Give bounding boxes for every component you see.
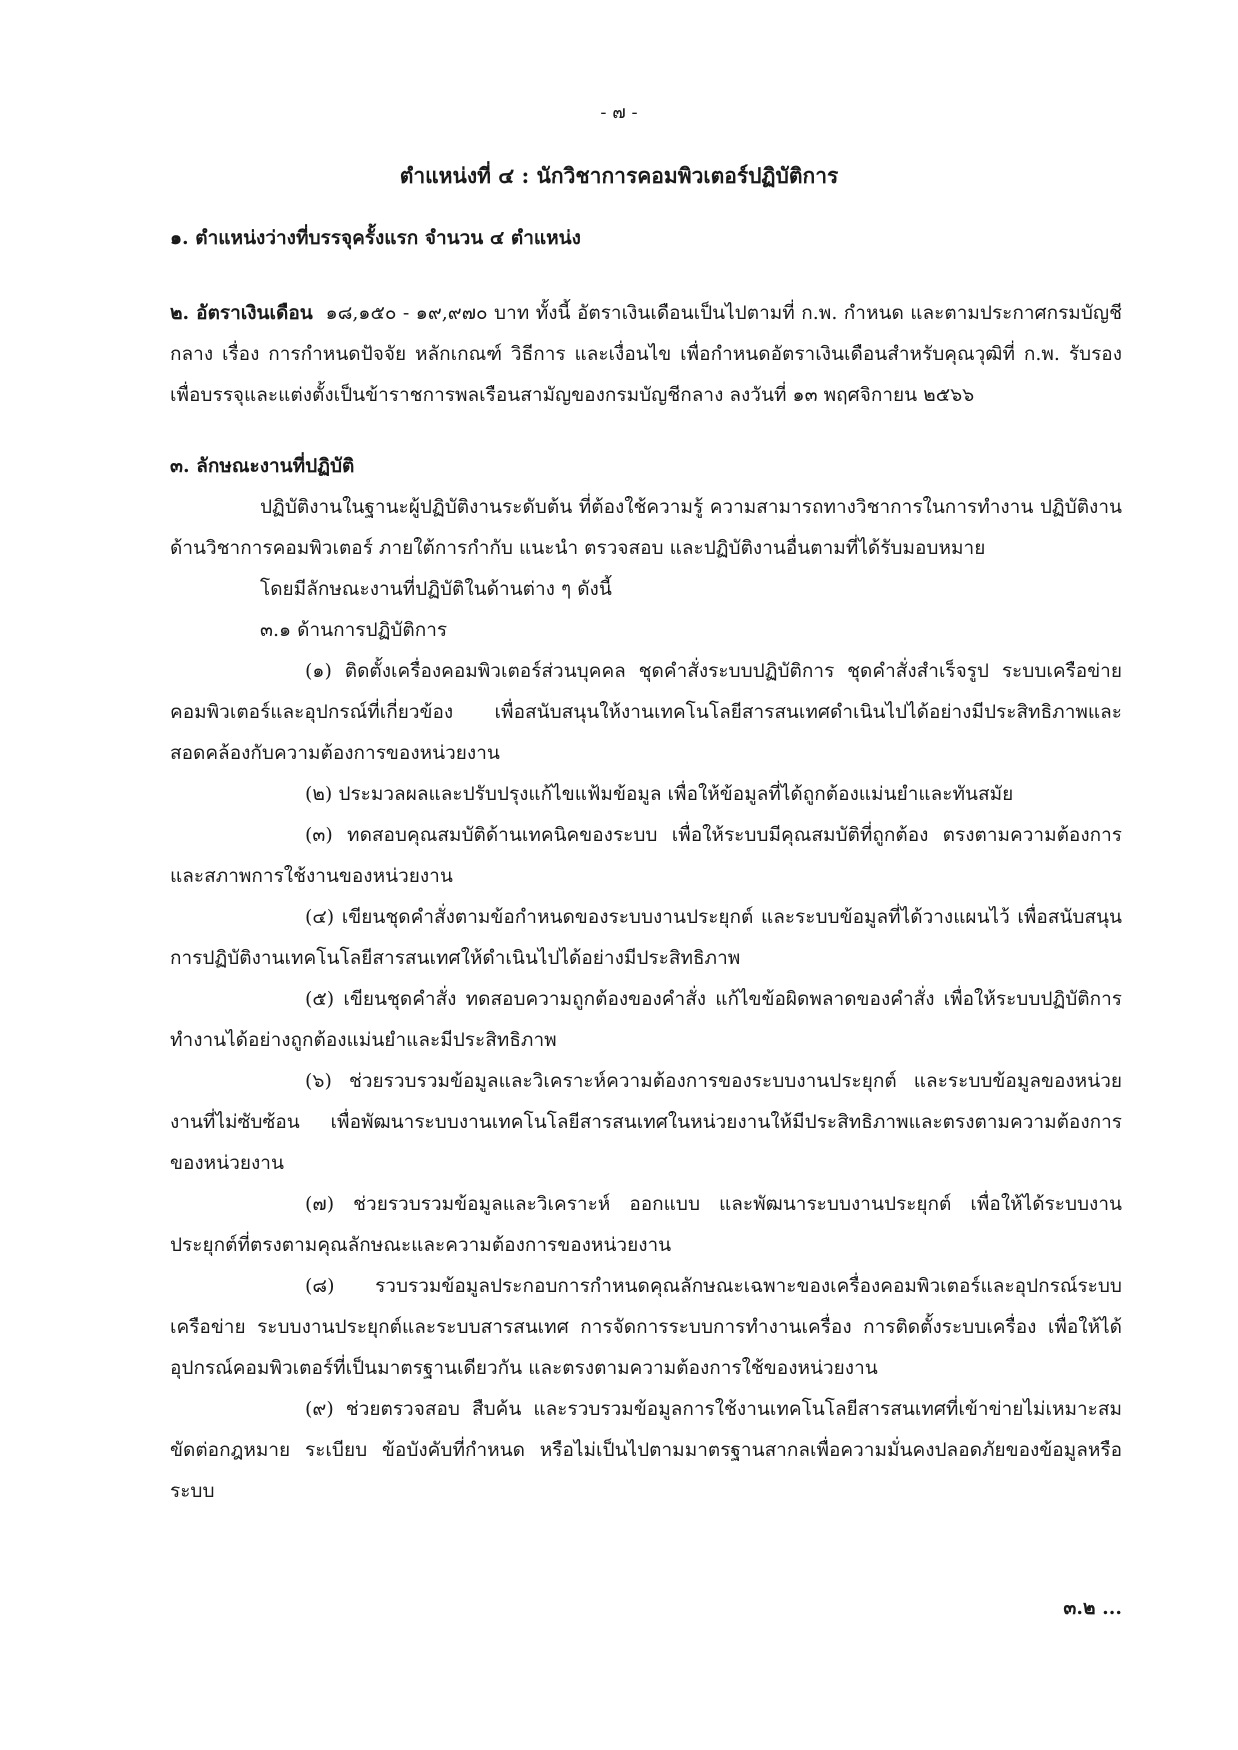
document-body (170, 218, 1122, 1512)
duty-item-4: (๔) เขียนชุดคำสั่งตามข้อกำหนดของระบบงานประยุกต์ และระบบข้อมูลที่ได้วางแผนไว้ เพื่อสนับสนุนการปฏิบัติงานเทคโนโลยีสารสนเทศให้ดำเนินไปได้อย่างมีประสิทธิภาพ (170, 906, 1122, 969)
section-1-heading: ๑. ตำแหน่งว่างที่บรรจุครั้งแรก จำนวน ๔ ตำแหน่ง (170, 227, 581, 249)
duty-item-7: (๗) ช่วยรวบรวมข้อมูลและวิเคราะห์ ออกแบบ และพัฒนาระบบงานประยุกต์ เพื่อให้ได้ระบบงานประยุกต์ที่ตรงตามคุณลักษณะและความต้องการของหน่วยงาน (170, 1193, 1122, 1256)
section-3-intro: ปฏิบัติงานในฐานะผู้ปฏิบัติงานระดับต้น ที่ต้องใช้ความรู้ ความสามารถทางวิชาการในการทำงาน ปฏิบัติงานด้านวิชาการคอมพิวเตอร์ ภายใต้การกำกับ แนะนำ ตรวจสอบ และปฏิบัติงานอื่นตามที่ได้รับมอบหมาย (170, 496, 1122, 559)
duty-item-1: (๑) ติดตั้งเครื่องคอมพิวเตอร์ส่วนบุคคล ชุดคำสั่งระบบปฏิบัติการ ชุดคำสั่งสำเร็จรูป ระบบเครือข่ายคอมพิวเตอร์และอุปกรณ์ที่เกี่ยวข้อง เพื่อสนับสนุนให้งานเทคโนโลยีสารสนเทศดำเนินไปได้อย่างมีประสิทธิภาพและสอดคล้องกับความต้องการของหน่วยงาน (170, 660, 1122, 764)
duty-item-6: (๖) ช่วยรวบรวมข้อมูลและวิเคราะห์ความต้องการของระบบงานประยุกต์ และระบบข้อมูลของหน่วยงานที่ไม่ซับซ้อน เพื่อพัฒนาระบบงานเทคโนโลยีสารสนเทศในหน่วยงานให้มีประสิทธิภาพและตรงตามความต้องการของหน่วยงาน (170, 1070, 1122, 1174)
continued-marker: ๓.๒ ... (1063, 1597, 1122, 1619)
section-3-heading: ๓. ลักษณะงานที่ปฏิบัติ (170, 455, 355, 477)
section-3-intro-last: โดยมีลักษณะงานที่ปฏิบัติในด้านต่าง ๆ ดังนี้ (260, 578, 612, 600)
duty-item-8: (๘) รวบรวมข้อมูลประกอบการกำหนดคุณลักษณะเฉพาะของเครื่องคอมพิวเตอร์และอุปกรณ์ระบบเครือข่าย ระบบงานประยุกต์และระบบสารสนเทศ การจัดการระบบการทำงานเครื่อง การติดตั้งระบบเครื่อง เพื่อให้ได้อุปกรณ์คอมพิวเตอร์ที่เป็นมาตรฐานเดียวกัน และตรงตามความต้องการใช้ของหน่วยงาน (170, 1275, 1122, 1379)
duty-item-9: (๙) ช่วยตรวจสอบ สืบค้น และรวบรวมข้อมูลการใช้งานเทคโนโลยีสารสนเทศที่เข้าข่ายไม่เหมาะสม ขัดต่อกฎหมาย ระเบียบ ข้อบังคับที่กำหนด หรือไม่เป็นไปตามมาตรฐานสากลเพื่อความมั่นคงปลอดภัยของข้อมูลหรือระบบ (170, 1398, 1122, 1502)
section-2-paragraph (170, 293, 1122, 416)
duty-item-2: (๒) ประมวลผลและปรับปรุงแก้ไขแฟ้มข้อมูล เพื่อให้ข้อมูลที่ได้ถูกต้องแม่นยำและทันสมัย (305, 783, 1014, 805)
section-3-1-heading: ๓.๑ ด้านการปฏิบัติการ (260, 619, 448, 641)
section-2-text: ๑๘,๑๕๐ - ๑๙,๙๗๐ บาท ทั้งนี้ อัตราเงินเดือนเป็นไปตามที่ ก.พ. กำหนด และตามประกาศกรมบัญชีกลาง เรื่อง การกำหนดปัจจัย หลักเกณฑ์ วิธีการ และเงื่อนไข เพื่อกำหนดอัตราเงินเดือนสำหรับคุณวุฒิที่ ก.พ. รับรอง เพื่อบรรจุและแต่งตั้งเป็นข้าราชการพลเรือนสามัญของกรมบัญชีกลาง ลงวันที่ ๑๓ พฤศจิกายน ๒๕๖๖ (170, 302, 1122, 406)
page-number: - ๗ - (600, 102, 638, 123)
page-title: ตำแหน่งที่ ๔ : นักวิชาการคอมพิวเตอร์ปฏิบัติการ (399, 163, 839, 188)
duty-item-5: (๕) เขียนชุดคำสั่ง ทดสอบความถูกต้องของคำสั่ง แก้ไขข้อผิดพลาดของคำสั่ง เพื่อให้ระบบปฏิบัติการทำงานได้อย่างถูกต้องแม่นยำและมีประสิทธิภาพ (170, 988, 1122, 1051)
section-2-label: ๒. อัตราเงินเดือน (170, 302, 313, 324)
duty-item-3: (๓) ทดสอบคุณสมบัติด้านเทคนิคของระบบ เพื่อให้ระบบมีคุณสมบัติที่ถูกต้อง ตรงตามความต้องการและสภาพการใช้งานของหน่วยงาน (170, 824, 1122, 887)
